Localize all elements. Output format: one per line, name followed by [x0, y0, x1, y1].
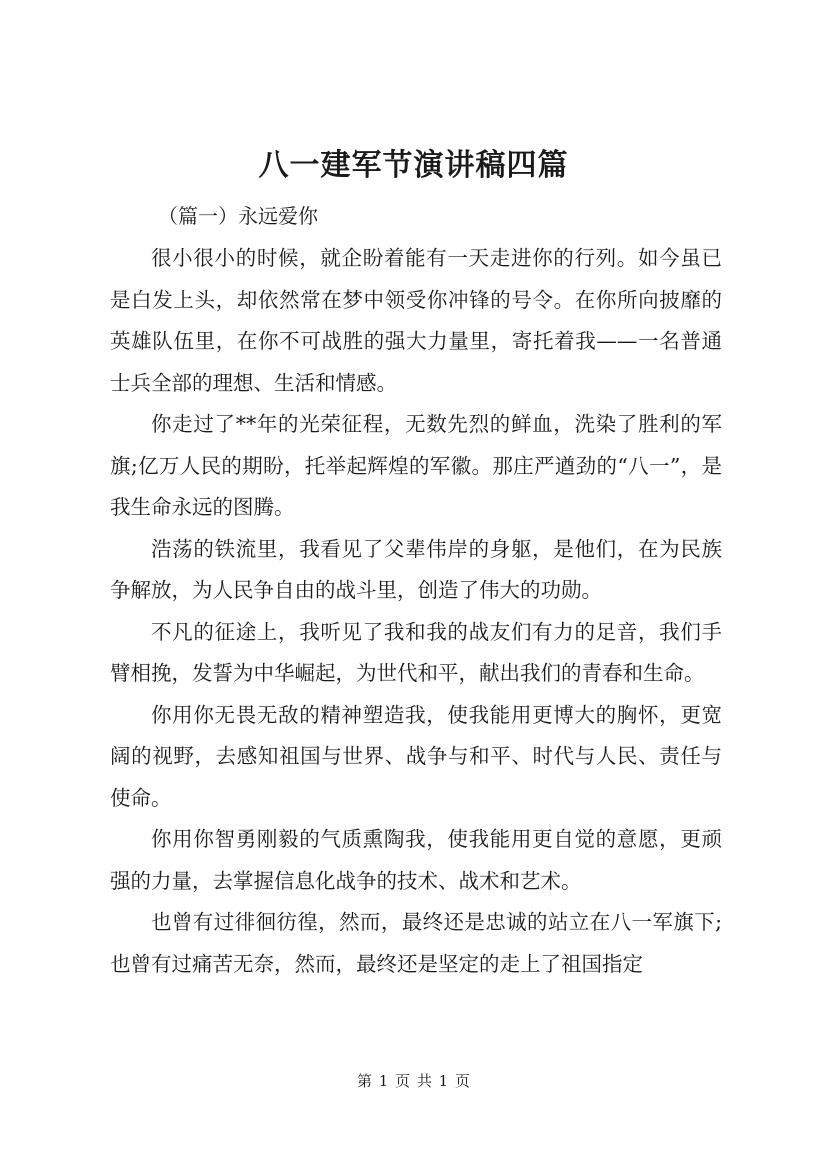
page-footer: 第 1 页 共 1 页	[357, 1072, 470, 1090]
paragraph: 不凡的征途上，我听见了我和我的战友们有力的足音，我们手臂相挽，发誓为中华崛起，为世代和平，献出我们的青春和生命。	[110, 619, 722, 685]
section-heading: （篇一）永远爱你	[158, 204, 318, 228]
paragraph: 浩荡的铁流里，我看见了父辈伟岸的身躯，是他们，在为民族争解放，为人民争自由的战斗里，创造了伟大的功勋。	[110, 536, 722, 602]
paragraph: 你用你无畏无敌的精神塑造我，使我能用更博大的胸怀，更宽阔的视野，去感知祖国与世界、战争与和平、时代与人民、责任与使命。	[110, 702, 722, 810]
paragraph: 你走过了**年的光荣征程，无数先烈的鲜血，洗染了胜利的军旗;亿万人民的期盼，托举起辉煌的军徽。那庄严遒劲的“八一”，是我生命永远的图腾。	[110, 412, 722, 519]
paragraph: 也曾有过徘徊彷徨，然而，最终还是忠诚的站立在八一军旗下;也曾有过痛苦无奈，然而，最终还是坚定的走上了祖国指定	[110, 910, 722, 976]
paragraph: 很小很小的时候，就企盼着能有一天走进你的行列。如今虽已是白发上头，却依然常在梦中领受你冲锋的号令。在你所向披靡的英雄队伍里，在你不可战胜的强大力量里，寄托着我——一名普通士兵全部的理想、生活和情感。	[110, 246, 722, 395]
document-body	[110, 238, 722, 985]
paragraph: 你用你智勇刚毅的气质熏陶我，使我能用更自觉的意愿，更顽强的力量，去掌握信息化战争的技术、战术和艺术。	[110, 827, 722, 893]
document-title: 八一建军节演讲稿四篇	[258, 148, 569, 183]
